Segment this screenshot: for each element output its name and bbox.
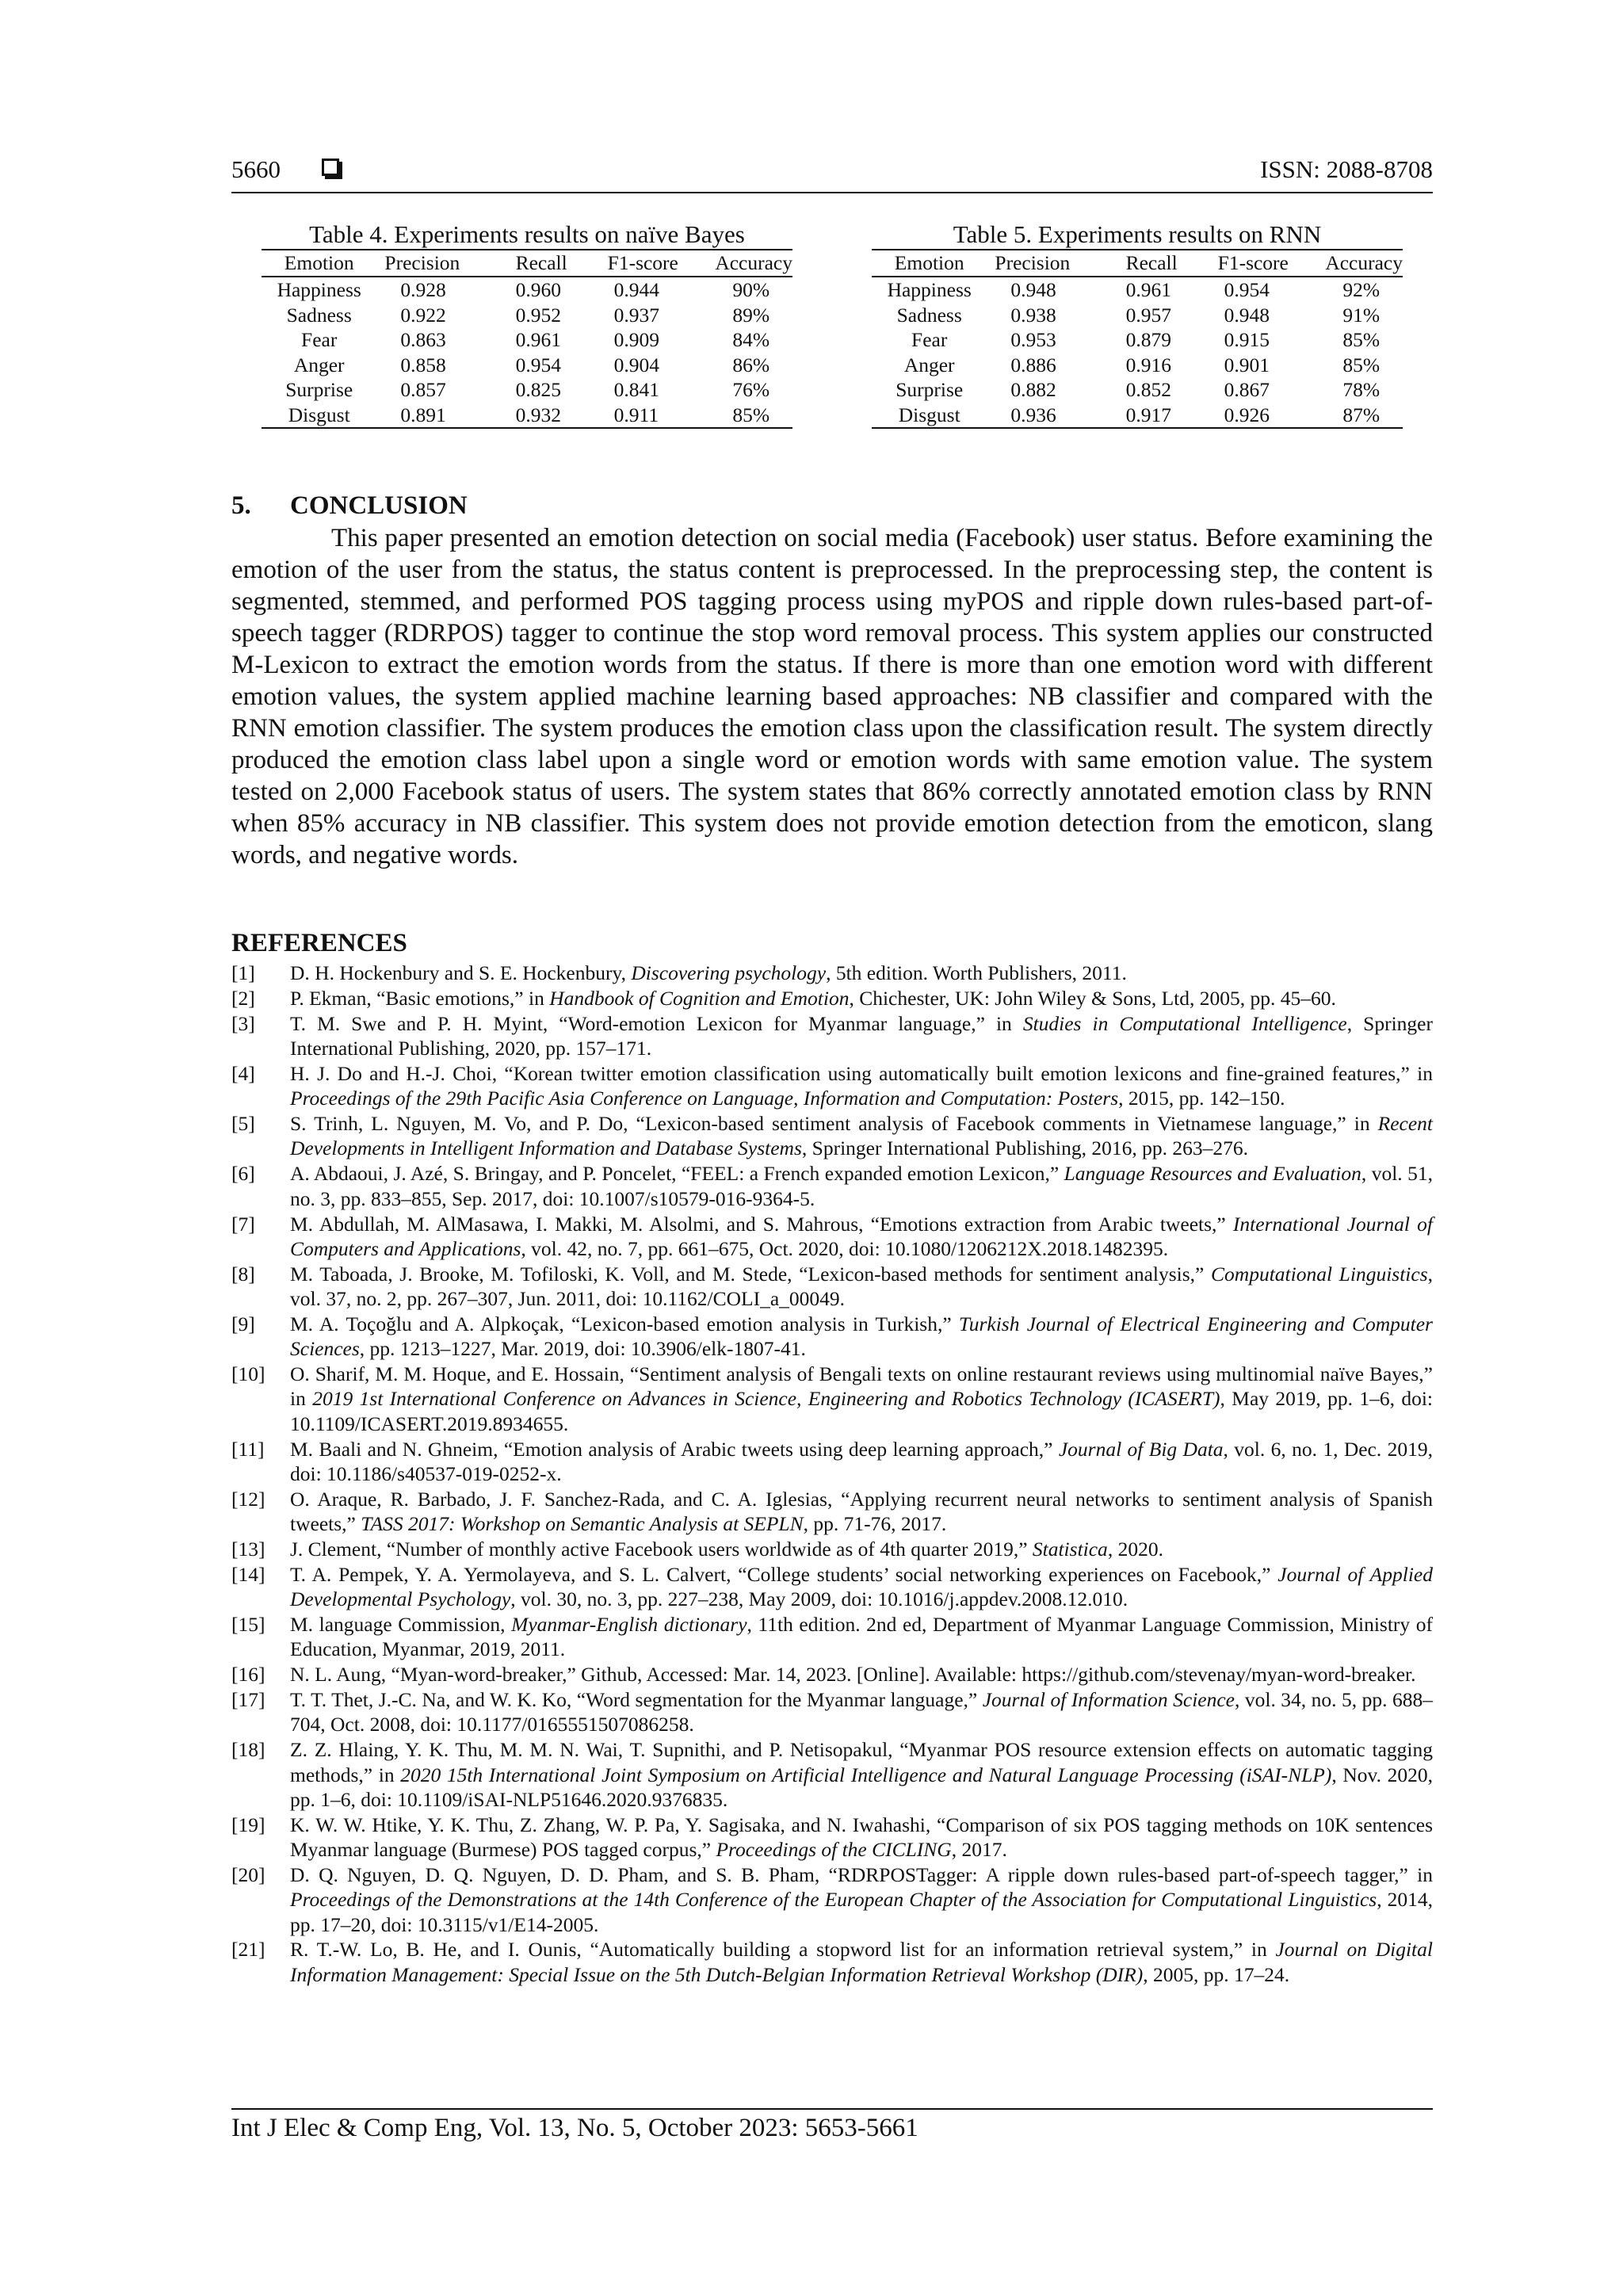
header-rule <box>231 192 1433 193</box>
table-cell: 87% <box>1312 403 1403 429</box>
table-cell: Anger <box>903 353 955 376</box>
table-cell: 86% <box>732 353 770 376</box>
table-cell: 0.863 <box>400 328 446 352</box>
reference-venue: Journal of Big Data <box>1058 1437 1224 1461</box>
table-4-body <box>262 277 792 428</box>
table-cell: 92% <box>1342 278 1381 302</box>
reference-text: T. T. Thet, J.-C. Na, and W. K. Ko, “Word segmentation for the Myanmar language,” <box>290 1688 983 1712</box>
checkbox-square-icon <box>322 159 339 176</box>
table-cell: 0.937 <box>613 303 660 327</box>
reference-text: M. Taboada, J. Brooke, M. Tofiloski, K. Voll, and M. Stede, “Lexicon-based methods for sentiment analysis,” <box>290 1262 1212 1286</box>
reference-details: , Chichester, UK: John Wiley & Sons, Ltd, 2005, pp. 45–60. <box>849 986 1336 1010</box>
reference-item <box>231 1487 1433 1537</box>
reference-details: , May 2019, pp. 1–6, doi: 10.1109/ICASERT.2019.8934655. <box>290 1387 1433 1435</box>
reference-text: Z. Z. Hlaing, Y. K. Thu, M. M. N. Wai, T. Supnithi, and P. Netisopakul, “Myanmar POS resource extension effects on automatic tagging methods,” in <box>290 1738 1433 1786</box>
table-cell: 89% <box>732 303 770 327</box>
table-4-header-row <box>262 250 792 277</box>
reference-number: [19] <box>231 1813 265 1836</box>
section-title: CONCLUSION <box>290 491 468 520</box>
reference-number: [2] <box>231 986 255 1010</box>
reference-text: M. A. Toçoğlu and A. Alpkoçak, “Lexicon-based emotion analysis in Turkish,” <box>290 1312 959 1335</box>
reference-details: , 11th edition. 2nd ed, Department of Myanmar Language Commission, Ministry of Education, Myanmar, 2019, 2011. <box>290 1613 1433 1661</box>
reference-venue: Studies in Computational Intelligence <box>1022 1011 1347 1035</box>
table-cell: 91% <box>1342 303 1381 327</box>
reference-text: O. Araque, R. Barbado, J. F. Sanchez-Rada, and C. A. Iglesias, “Applying recurrent neural networks to sentiment analysis of Spanish tweets,” <box>290 1487 1433 1536</box>
reference-number: [3] <box>231 1011 255 1035</box>
reference-item <box>231 1813 1433 1862</box>
reference-text: D. Q. Nguyen, D. Q. Nguyen, D. D. Pham, and S. B. Pham, “RDRPOSTagger: A ripple down rules-based part-of-speech tagger,” in <box>290 1862 1433 1886</box>
conclusion-heading <box>231 491 468 521</box>
reference-number: [20] <box>231 1862 265 1886</box>
table-cell: 85% <box>702 403 792 429</box>
reference-number: [7] <box>231 1212 255 1236</box>
table-cell: 0.882 <box>1010 378 1056 402</box>
reference-number: [14] <box>231 1562 265 1586</box>
reference-venue: Proceedings of the CICLING <box>716 1838 952 1862</box>
table-cell: 84% <box>732 328 770 352</box>
table-cell: Disgust <box>872 403 987 429</box>
table-4-naive-bayes <box>262 220 792 429</box>
table-cell: Fear <box>911 328 948 352</box>
table-row <box>872 403 1403 429</box>
table-4-caption: Table 4. Experiments results on naïve Bayes <box>262 220 792 250</box>
reference-number: [21] <box>231 1938 265 1962</box>
table-cell: 0.909 <box>613 328 660 352</box>
reference-text: H. J. Do and H.-J. Choi, “Korean twitter emotion classification using automatically built emotion lexicons and fine-grained features,” in <box>290 1061 1433 1085</box>
table-cell: 0.915 <box>1224 328 1270 352</box>
reference-item <box>231 1662 1433 1687</box>
table-row <box>872 353 1403 378</box>
reference-number: [15] <box>231 1613 265 1637</box>
reference-details: , 2015, pp. 142–150. <box>1118 1087 1285 1110</box>
table-cell: 0.961 <box>1125 278 1171 302</box>
reference-text: R. T.-W. Lo, B. He, and I. Ounis, “Automatically building a stopword list for an information retrieval system,” in <box>290 1938 1276 1962</box>
reference-venue: Computational Linguistics <box>1211 1262 1428 1286</box>
reference-venue: Proceedings of the Demonstrations at the 14th Conference of the European Chapter of the Association for Computational Linguistics <box>290 1888 1377 1912</box>
reference-venue: Journal of Applied Developmental Psychology <box>290 1562 1433 1611</box>
table-cell: 0.948 <box>1010 278 1056 302</box>
table-row <box>872 303 1403 328</box>
table-cell: Anger <box>293 353 345 376</box>
reference-venue: Language Resources and Evaluation <box>1064 1162 1361 1186</box>
table-cell: 0.960 <box>515 278 561 302</box>
table-5-rnn <box>872 220 1403 429</box>
reference-details: , Nov. 2020, pp. 1–6, doi: 10.1109/iSAI-NLP51646.2020.9376835. <box>290 1763 1433 1811</box>
table4-col-header: Precision <box>376 250 506 277</box>
reference-details: , pp. 71-76, 2017. <box>803 1512 947 1536</box>
table4-col-header: Emotion <box>262 250 376 277</box>
reference-text: S. Trinh, L. Nguyen, M. Vo, and P. Do, “Lexicon-based sentiment analysis of Facebook comments in Vietnamese language,” in <box>290 1112 1378 1136</box>
table-cell: 0.879 <box>1125 328 1171 352</box>
table-5-body <box>872 277 1403 428</box>
table-cell: 0.917 <box>1117 403 1218 429</box>
reference-item <box>231 1011 1433 1061</box>
table-4-grid <box>262 250 792 429</box>
reference-item <box>231 1212 1433 1262</box>
table-cell: 0.916 <box>1125 353 1171 376</box>
running-header <box>231 155 1433 187</box>
reference-number: [4] <box>231 1061 255 1085</box>
table-row <box>872 377 1403 403</box>
reference-venue: Proceedings of the 29th Pacific Asia Conference on Language, Information and Computation: Posters <box>290 1087 1119 1110</box>
reference-venue: 2020 15th International Joint Symposium on Artificial Intelligence and Natural Language Processing (iSAI-NLP) <box>400 1763 1332 1786</box>
table-row <box>872 277 1403 303</box>
reference-details: , Springer International Publishing, 2016, pp. 263–276. <box>801 1137 1248 1160</box>
reference-text: T. M. Swe and P. H. Myint, “Word-emotion Lexicon for Myanmar language,” in <box>290 1011 1023 1035</box>
reference-number: [9] <box>231 1312 255 1335</box>
conclusion-paragraph: This paper presented an emotion detection on social media (Facebook) user status. Before examining the emotion of the user from the status, the status content is preprocessed. In the preprocessing step, the content is segmented, stemmed, and performed POS tagging process using myPOS and ripple down rules-based part-of-speech tagger (RDRPOS) tagger to continue the stop word removal process. This system applies our constructed M-Lexicon to extract the emotion words from the status. If there is more than one emotion word with different emotion values, the system applied machine learning based approaches: NB classifier and compared with the RNN emotion classifier. The system produces the emotion class upon the classification result. The system directly produced the emotion class label upon a single word or emotion words with same emotion value. The system tested on 2,000 Facebook status of users. The system states that 86% correctly annotated emotion class by RNN when 85% accuracy in NB classifier. This system does not provide emotion detection from the emoticon, slang words, and negative words. <box>231 524 1433 869</box>
table-cell: 0.825 <box>515 378 561 402</box>
reference-venue: Handbook of Cognition and Emotion <box>549 986 850 1010</box>
reference-details: , vol. 37, no. 2, pp. 267–307, Jun. 2011, doi: 10.1162/COLI_a_00049. <box>290 1262 1433 1311</box>
reference-item <box>231 986 1433 1010</box>
reference-text: M. Abdullah, M. AlMasawa, I. Makki, M. Alsolmi, and S. Mahrous, “Emotions extraction from Arabic tweets,” <box>290 1212 1233 1236</box>
reference-details: , 5th edition. Worth Publishers, 2011. <box>826 961 1127 984</box>
reference-item <box>231 1612 1433 1662</box>
reference-details: , vol. 6, no. 1, Dec. 2019, doi: 10.1186/s40537-019-0252-x. <box>290 1437 1433 1485</box>
table-cell: 0.953 <box>1010 328 1056 352</box>
table-cell: 0.926 <box>1218 403 1313 429</box>
reference-item <box>231 1737 1433 1812</box>
table-cell: 0.957 <box>1125 303 1171 327</box>
table-row <box>262 303 792 328</box>
reference-details: , 2017. <box>951 1838 1007 1862</box>
table5-col-header: Precision <box>987 250 1116 277</box>
table-cell: 0.922 <box>400 303 446 327</box>
reference-text: M. Baali and N. Ghneim, “Emotion analysis of Arabic tweets using deep learning approach,” <box>290 1437 1059 1461</box>
reference-venue: 2019 1st International Conference on Advances in Science, Engineering and Robotics Technology (ICASERT) <box>312 1387 1220 1411</box>
table-cell: 0.852 <box>1125 378 1171 402</box>
section-number: 5. <box>231 491 251 520</box>
reference-venue: Statistica <box>1032 1537 1108 1561</box>
table-cell: 0.886 <box>1010 353 1056 376</box>
reference-text: K. W. W. Htike, Y. K. Thu, Z. Zhang, W. P. Pa, Y. Sagisaka, and N. Iwahashi, “Comparison of six POS tagging methods on 10K sentences Myanmar language (Burmese) POS tagged corpus,” <box>290 1813 1433 1862</box>
table-cell: Happiness <box>277 278 361 302</box>
table-cell: 0.904 <box>613 353 660 376</box>
reference-text: D. H. Hockenbury and S. E. Hockenbury, <box>290 961 632 984</box>
reference-venue: Recent Developments in Intelligent Information and Database Systems <box>290 1112 1433 1160</box>
reference-details: , vol. 34, no. 5, pp. 688–704, Oct. 2008, doi: 10.1177/0165551507086258. <box>290 1688 1433 1736</box>
reference-item <box>231 1537 1433 1561</box>
reference-number: [11] <box>231 1437 265 1461</box>
reference-number: [10] <box>231 1362 265 1386</box>
reference-number: [5] <box>231 1112 255 1136</box>
table-cell: 90% <box>732 278 770 302</box>
reference-venue: Turkish Journal of Electrical Engineering and Computer Sciences <box>290 1312 1433 1361</box>
reference-venue: TASS 2017: Workshop on Semantic Analysis at SEPLN <box>361 1512 804 1536</box>
table-cell: 0.901 <box>1224 353 1270 376</box>
reference-item <box>231 1687 1433 1737</box>
reference-venue: Discovering psychology <box>631 961 827 984</box>
table-row <box>262 327 792 353</box>
reference-item <box>231 1562 1433 1612</box>
reference-item <box>231 1362 1433 1436</box>
table-cell: 0.961 <box>515 328 561 352</box>
table-cell: Surprise <box>285 378 353 402</box>
table5-col-header: Accuracy <box>1312 250 1403 277</box>
reference-venue: International Journal of Computers and Applications <box>290 1212 1433 1260</box>
reference-details: , pp. 1213–1227, Mar. 2019, doi: 10.3906/elk-1807-41. <box>359 1337 806 1361</box>
reference-item <box>231 1862 1433 1937</box>
table-cell: 0.952 <box>515 303 561 327</box>
table5-col-header: Recall <box>1117 250 1218 277</box>
reference-text: J. Clement, “Number of monthly active Facebook users worldwide as of 4th quarter 2019,” <box>290 1537 1033 1561</box>
table5-col-header: F1-score <box>1218 250 1313 277</box>
table4-col-header: Accuracy <box>702 250 792 277</box>
reference-item <box>231 1312 1433 1362</box>
reference-item <box>231 961 1433 985</box>
reference-number: [12] <box>231 1487 265 1511</box>
page-number: 5660 <box>231 155 281 183</box>
table-cell: Happiness <box>887 278 972 302</box>
table-cell: 85% <box>1342 328 1381 352</box>
reference-number: [13] <box>231 1537 265 1561</box>
table-cell: 85% <box>1342 353 1381 376</box>
table-row <box>262 403 792 429</box>
table-cell: 0.954 <box>515 353 561 376</box>
table-cell: 0.954 <box>1224 278 1270 302</box>
table-cell: 0.944 <box>613 278 660 302</box>
reference-number: [1] <box>231 961 255 984</box>
reference-item <box>231 1061 1433 1111</box>
reference-item <box>231 1111 1433 1161</box>
reference-number: [17] <box>231 1688 265 1712</box>
table-row <box>262 377 792 403</box>
table-cell: 0.891 <box>376 403 506 429</box>
table-5-caption: Table 5. Experiments results on RNN <box>872 220 1403 250</box>
running-footer: Int J Elec & Comp Eng, Vol. 13, No. 5, October 2023: 5653-5661 <box>231 2114 918 2142</box>
table-5-grid <box>872 250 1403 429</box>
table-cell: 0.911 <box>608 403 703 429</box>
table-cell: 0.938 <box>1010 303 1056 327</box>
footer-rule <box>231 2108 1433 2110</box>
table-cell: Sadness <box>286 303 352 327</box>
table-cell: 78% <box>1342 378 1381 402</box>
reference-details: , 2014, pp. 17–20, doi: 10.3115/v1/E14-2005. <box>290 1888 1433 1936</box>
reference-details: , vol. 51, no. 3, pp. 833–855, Sep. 2017, doi: 10.1007/s10579-016-9364-5. <box>290 1162 1433 1210</box>
reference-item <box>231 1937 1433 1987</box>
table-cell: 0.841 <box>613 378 660 402</box>
table-cell: Surprise <box>896 378 964 402</box>
table-cell: 0.867 <box>1224 378 1270 402</box>
issn-label: ISSN: 2088-8708 <box>1260 155 1433 183</box>
reference-details: , vol. 30, no. 3, pp. 227–238, May 2009, doi: 10.1016/j.appdev.2008.12.010. <box>510 1587 1128 1611</box>
reference-venue: Journal of Information Science <box>982 1688 1235 1712</box>
reference-number: [6] <box>231 1162 255 1186</box>
table-cell: 0.936 <box>987 403 1116 429</box>
table-row <box>262 277 792 303</box>
reference-item <box>231 1437 1433 1487</box>
reference-venue: Myanmar-English dictionary <box>511 1613 747 1637</box>
reference-text: O. Sharif, M. M. Hoque, and E. Hossain, “Sentiment analysis of Bengali texts on online restaurant reviews using multinomial naïve Bayes,” in <box>290 1362 1433 1411</box>
reference-text: T. A. Pempek, Y. A. Yermolayeva, and S. L. Calvert, “College students’ social networking experiences on Facebook,” <box>290 1562 1278 1586</box>
table-cell: 0.858 <box>400 353 446 376</box>
references-heading: REFERENCES <box>231 929 407 957</box>
table-row <box>872 327 1403 353</box>
reference-details: , vol. 42, no. 7, pp. 661–675, Oct. 2020, doi: 10.1080/1206212X.2018.1482395. <box>521 1236 1169 1260</box>
table4-col-header: F1-score <box>608 250 703 277</box>
reference-details: , Springer International Publishing, 2020, pp. 157–171. <box>290 1011 1433 1060</box>
table-5-header-row <box>872 250 1403 277</box>
reference-details: , 2005, pp. 17–24. <box>1143 1962 1290 1986</box>
reference-details: , 2020. <box>1107 1537 1163 1561</box>
reference-number: [16] <box>231 1663 265 1687</box>
reference-list <box>231 961 1433 1988</box>
reference-text: N. L. Aung, “Myan-word-breaker,” Github, Accessed: Mar. 14, 2023. [Online]. Available: https://github.com/stevenay/myan-word-breaker. <box>290 1663 1416 1687</box>
reference-text: A. Abdaoui, J. Azé, S. Bringay, and P. Poncelet, “FEEL: a French expanded emotion Lexicon,” <box>290 1162 1064 1186</box>
table-cell: Disgust <box>262 403 376 429</box>
table-cell: 76% <box>732 378 770 402</box>
table-cell: 0.932 <box>506 403 608 429</box>
table-row <box>262 353 792 378</box>
table-cell: Fear <box>301 328 338 352</box>
table5-col-header: Emotion <box>872 250 987 277</box>
table-cell: 0.857 <box>400 378 446 402</box>
reference-number: [18] <box>231 1738 265 1762</box>
reference-venue: Journal on Digital Information Management: Special Issue on the 5th Dutch-Belgian Information Retrieval Workshop (DIR) <box>290 1938 1433 1986</box>
reference-item <box>231 1262 1433 1312</box>
reference-text: M. language Commission, <box>290 1613 512 1637</box>
reference-text: P. Ekman, “Basic emotions,” in <box>290 986 550 1010</box>
reference-item <box>231 1161 1433 1211</box>
table-cell: 0.948 <box>1224 303 1270 327</box>
table-cell: Sadness <box>896 303 962 327</box>
reference-number: [8] <box>231 1262 255 1286</box>
table4-col-header: Recall <box>506 250 608 277</box>
table-cell: 0.928 <box>400 278 446 302</box>
